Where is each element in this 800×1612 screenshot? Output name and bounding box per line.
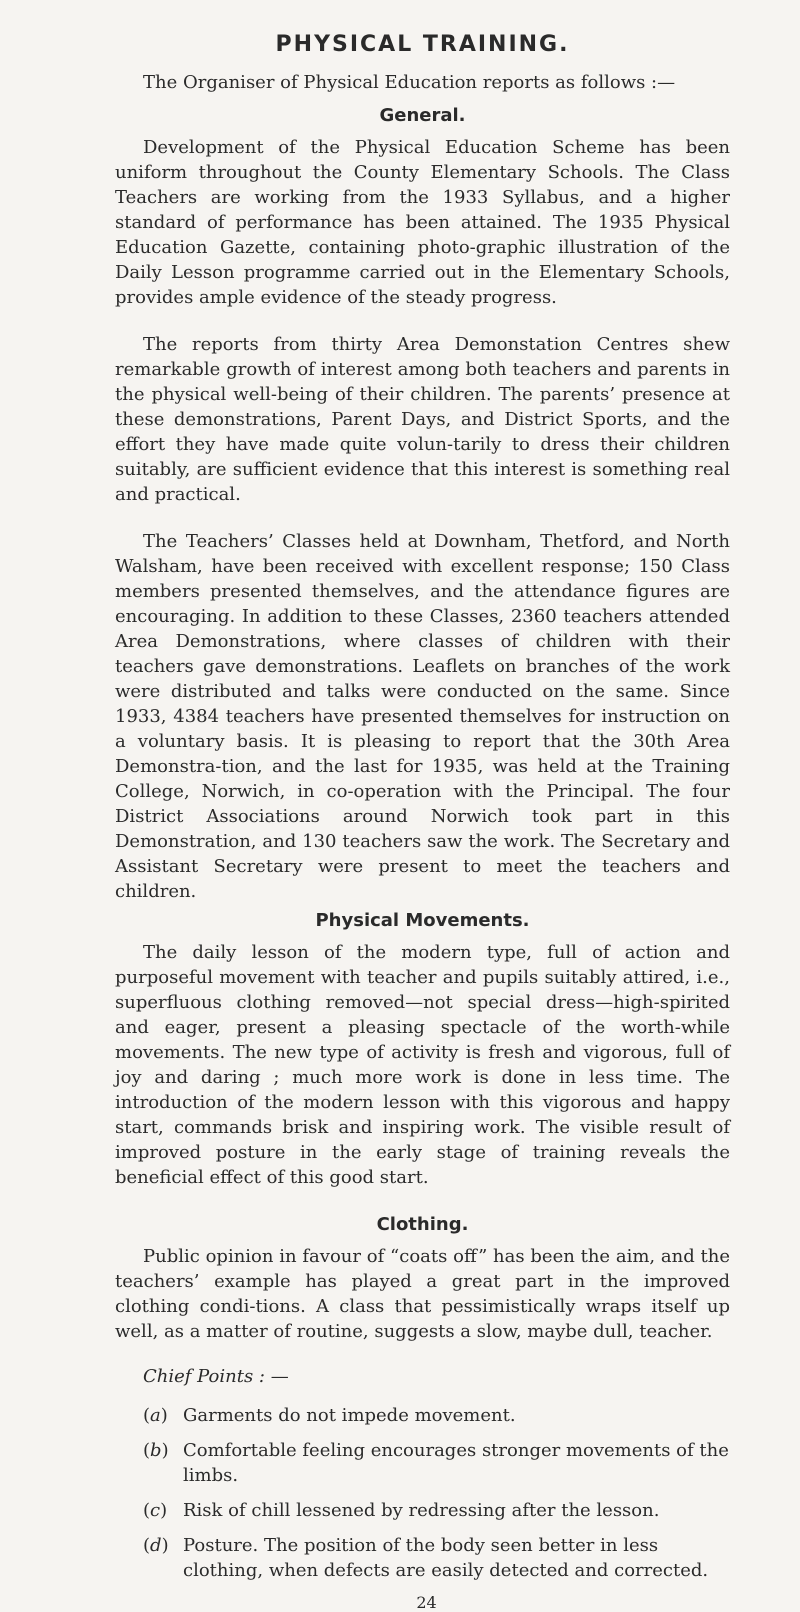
heading-clothing: Clothing. — [376, 1214, 469, 1235]
point-marker: (b) — [143, 1440, 169, 1461]
clothing-paragraph: Public opinion in favour of “coats off” has been the aim, and the teachers’ example has played a great part in the improved clothing condi-tions. A class that pessimistically wraps itself up well, as a matter of routine, suggests a slow, maybe dull, teacher. — [115, 1246, 730, 1342]
list-item — [143, 1438, 730, 1488]
point-marker: (a) — [143, 1405, 168, 1426]
section-general — [115, 103, 730, 904]
section-physical-movements — [115, 908, 730, 1190]
point-text: Posture. The position of the body seen better in less clothing, when defects are easily detected and corrected. — [183, 1535, 709, 1581]
general-paragraph-2: The reports from thirty Area Demonstation Centres shew remarkable growth of interest among both teachers and parents in the physical well-being of their children. The parents’ presence at these demonstrations, Parent Days, and District Sports, and the effort they have made quite volun-tarily to dress their children suitably, are sufficient evidence that this interest is something real and practical. — [115, 334, 730, 505]
heading-general: General. — [379, 105, 466, 126]
general-paragraph-1: Development of the Physical Education Scheme has been uniform throughout the County Elementary Schools. The Class Teachers are working from the 1933 Syllabus, and a higher standard of performance has been attained. The 1935 Physical Education Gazette, containing photo-graphic illustration of the Daily Lesson programme carried out in the Elementary Schools, provides ample evidence of the steady progress. — [115, 137, 730, 308]
heading-physical-movements: Physical Movements. — [315, 910, 530, 931]
chief-points-label: Chief Points : — — [143, 1366, 289, 1387]
point-text: Comfortable feeling encourages stronger movements of the limbs. — [183, 1440, 729, 1486]
list-item — [143, 1403, 730, 1428]
chief-points-list — [115, 1403, 730, 1583]
page-title: PHYSICAL TRAINING. — [275, 32, 570, 57]
point-text: Risk of chill lessened by redressing after the lesson. — [183, 1500, 660, 1521]
movements-paragraph: The daily lesson of the modern type, full of action and purposeful movement with teacher and pupils suitably attired, i.e., superfluous clothing removed—not special dress—high-spirited and eager, present a pleasing spectacle of the worth-while movements. The new type of activity is fresh and vigorous, full of joy and daring ; much more work is done in less time. The introduction of the modern lesson with this vigorous and happy start, commands brisk and inspiring work. The visible result of improved posture in the early stage of training reveals the beneficial effect of this good start. — [115, 942, 730, 1188]
list-item — [143, 1533, 730, 1583]
list-item — [143, 1498, 730, 1523]
intro-line: The Organiser of Physical Education reports as follows :— — [143, 72, 676, 93]
general-paragraph-3: The Teachers’ Classes held at Downham, Thetford, and North Walsham, have been received with excellent response; 150 Class members presented themselves, and the attendance figures are encouraging. In addition to these Classes, 2360 teachers attended Area Demonstrations, where classes of children with their teachers gave demonstrations. Leaflets on branches of the work were distributed and talks were conducted on the same. Since 1933, 4384 teachers have presented themselves for instruction on a voluntary basis. It is pleasing to report that the 30th Area Demonstra-tion, and the last for 1935, was held at the Training College, Norwich, in co-operation with the Principal. The four District Associations around Norwich took part in this Demonstration, and 130 teachers saw the work. The Secretary and Assistant Secretary were present to meet the teachers and children. — [115, 531, 730, 902]
point-text: Garments do not impede movement. — [183, 1405, 516, 1426]
point-marker: (d) — [143, 1535, 169, 1556]
point-marker: (c) — [143, 1500, 168, 1521]
section-clothing — [115, 1212, 730, 1583]
page-number: 24 — [416, 1593, 437, 1612]
